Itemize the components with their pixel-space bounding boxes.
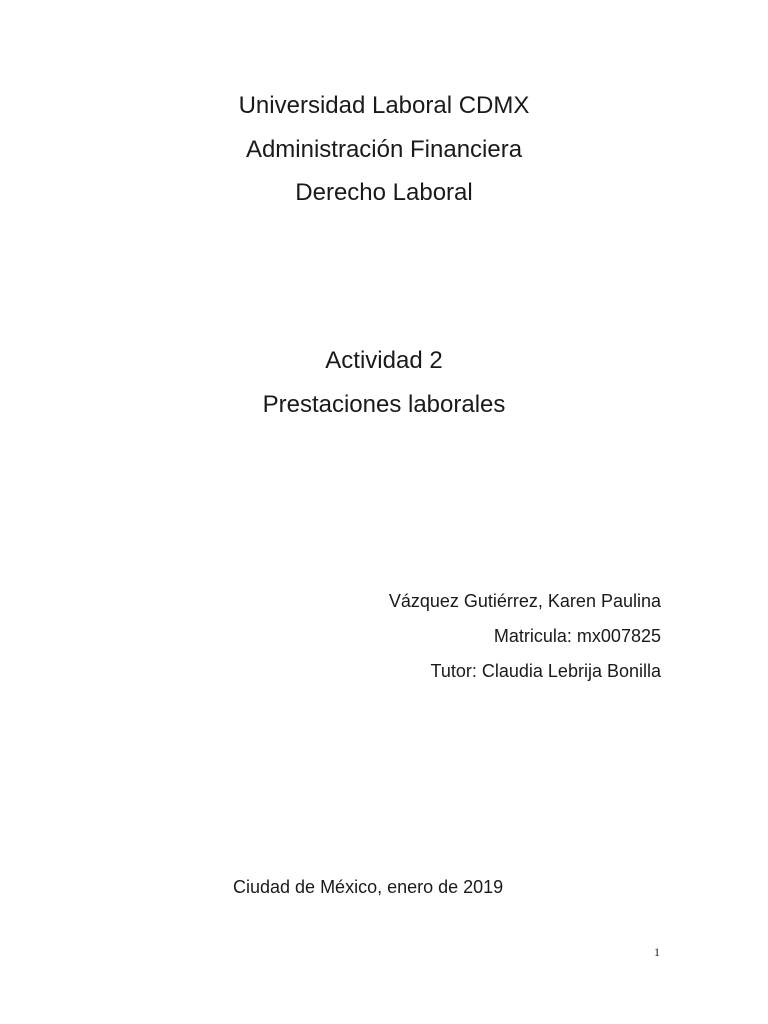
page-number: 1 [654,945,660,959]
university-name: Universidad Laboral CDMX [238,92,530,119]
student-matricula: Matricula: mx007825 [493,626,661,646]
activity-title: Prestaciones laborales [262,391,506,418]
subject-name: Derecho Laboral [295,179,473,206]
program-name: Administración Financiera [245,136,523,163]
activity-number: Actividad 2 [325,347,443,374]
place-and-date: Ciudad de México, enero de 2019 [233,877,504,897]
student-name: Vázquez Gutiérrez, Karen Paulina [388,591,661,611]
tutor-name: Tutor: Claudia Lebrija Bonilla [430,661,661,681]
